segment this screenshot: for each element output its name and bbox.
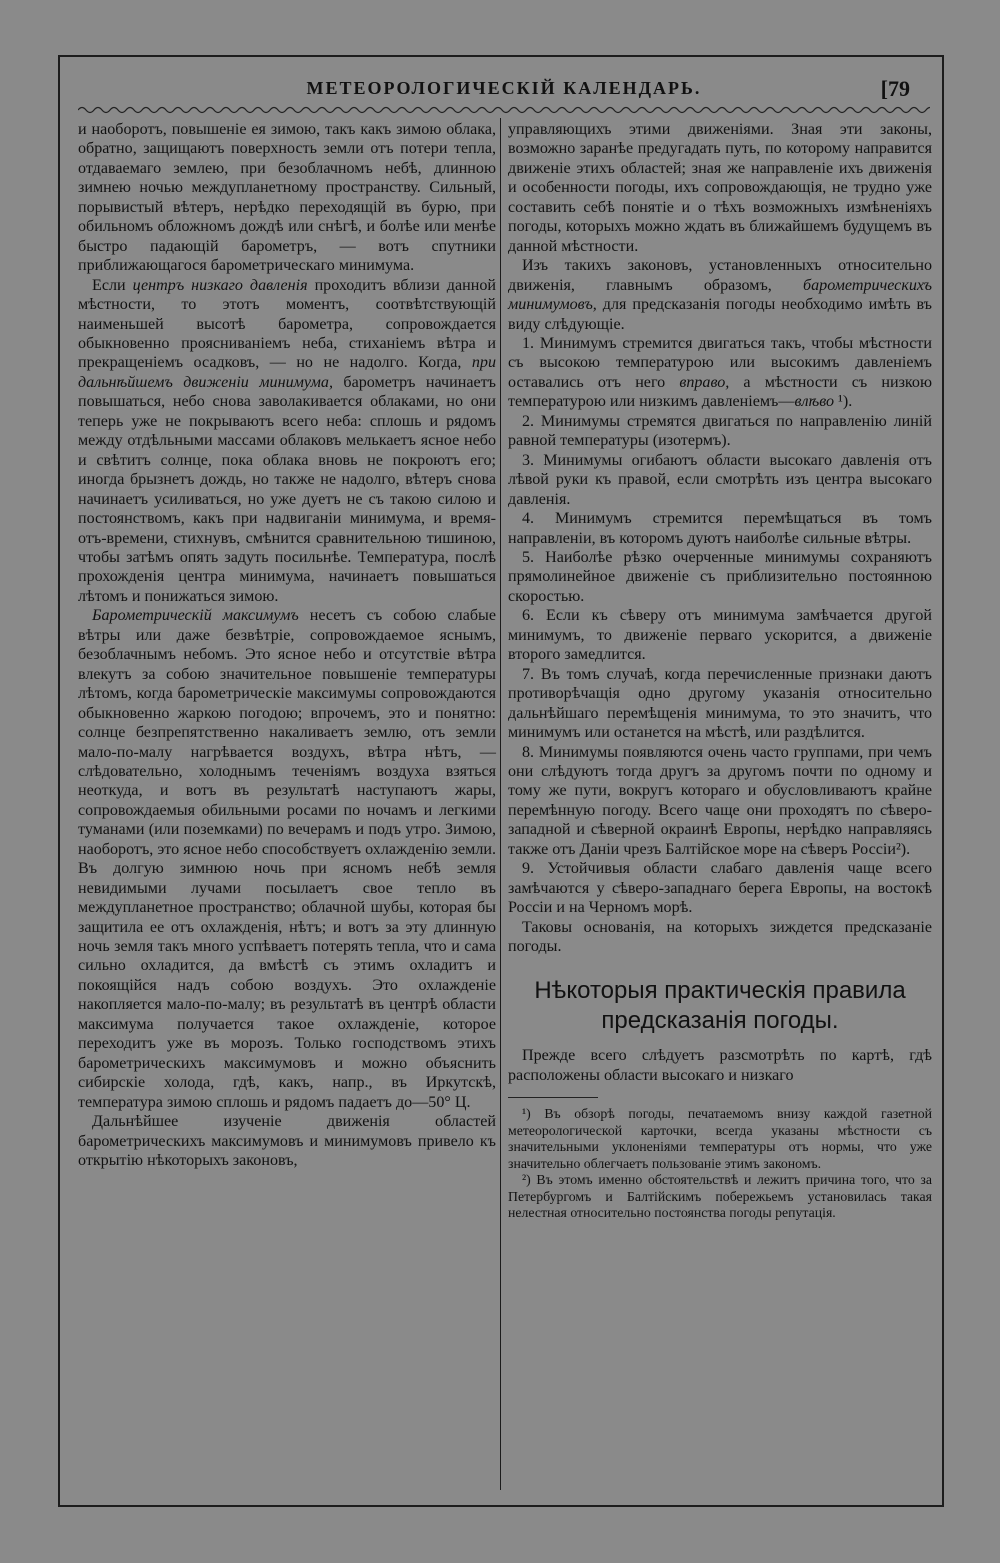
- running-title: МЕТЕОРОЛОГИЧЕСКІЙ КАЛЕНДАРЬ.: [306, 78, 702, 98]
- emphasis: вправо,: [679, 373, 730, 391]
- left-column: [78, 120, 496, 1170]
- paragraph: Дальнѣйшее изученіе движенія областей барометрическихъ максимумовъ и минимумовъ привело къ открытію нѣкоторыхъ законовъ,: [78, 1113, 496, 1170]
- rule-item-6: 6. Если къ сѣверу отъ минимума замѣчается другой минимумъ, то движеніе перваго ускорится, а движеніе второго замедлится.: [508, 607, 932, 664]
- footnote-1: ¹) Въ обзорѣ погоды, печатаемомъ внизу каждой газетной метеорологической карточки, всегда указаны мѣстности съ значительными уклоненіями температуры отъ нормы, что уже значительно облегчаетъ пользованіе этимъ закономъ.: [508, 1106, 932, 1171]
- emphasis: влѣво: [794, 393, 835, 411]
- rule-item-5: 5. Наиболѣе рѣзко очерченные минимумы сохраняютъ прямолинейное движеніе съ приблизительно постоянною скоростью.: [508, 548, 932, 605]
- rule-item-1: 1. Минимумъ стремится двигаться такъ, чтобы мѣстности съ высокою температурою или высокимъ давленіемъ оставались отъ него вправо, а мѣстности съ низкою температурою или низкимъ давленіемъ—влѣво ¹).: [508, 334, 933, 411]
- emphasis: при дальнѣйшемъ движеніи минимума,: [78, 354, 496, 391]
- paragraph: Изъ такихъ законовъ, установленныхъ относительно движенія, главнымъ образомъ, барометрическихъ минимумовъ, для предсказанія погоды необходимо имѣть въ виду слѣдующіе.: [508, 257, 932, 333]
- paragraph: управляющихъ этими движеніями. Зная эти законы, возможно заранѣе предугадать путь, по которому направится движеніе этихъ областей; зная же направленіе ихъ движенія и особенности погоды, ихъ сопровождающія, не трудно уже составить себѣ понятіе и о тѣхъ возможныхъ измѣненіяхъ погоды, которыхъ можно ждать въ ближайшемъ будущемъ въ данной мѣстности.: [508, 121, 932, 255]
- rule-item-3: 3. Минимумы огибаютъ области высокаго давленія отъ лѣвой руки къ правой, если смотрѣть изъ центра высокаго давленія.: [508, 451, 932, 508]
- paragraph: Таковы основанія, на которыхъ зиждется предсказаніе погоды.: [508, 918, 932, 956]
- footnote-divider: [508, 1097, 598, 1098]
- rule-item-8: 8. Минимумы появляются очень часто группами, при чемъ они слѣдуютъ тогда другъ за другомъ почти по одному и тому же пути, вокругъ котораго и обусловливаютъ крайне перемѣнную погоду. Всего чаще они проходятъ по сѣверо-западной и сѣверной окраинѣ Европы, нерѣдко направляясь также отъ Даніи чрезъ Балтійское море на сѣверъ Россіи²).: [508, 743, 932, 858]
- column-divider: [500, 118, 501, 1490]
- rule-item-4: 4. Минимумъ стремится перемѣщаться въ томъ направленіи, въ которомъ дуютъ наиболѣе сильные вѣтры.: [508, 510, 932, 547]
- section-title: Нѣкоторыя практическія правила предсказанія погоды.: [534, 977, 906, 1035]
- page-number: [79: [880, 76, 910, 101]
- paragraph: Барометрическій максимумъ несетъ съ собою слабые вѣтры или даже безвѣтріе, сопровождаемое яснымъ, безоблачнымъ небомъ. Это ясное небо и отсутствіе вѣтра влекутъ за собою значительное повышеніе температуры лѣтомъ, когда барометрическіе максимумы сопровождаются обыкновенно жаркою погодою; впрочемъ, это и понятно: солнце безпрепятственно накаливаетъ землю, отъ земли мало-по-малу нагрѣвается воздухъ, вѣтра нѣтъ, — слѣдовательно, холоднымъ теченіямъ воздуха взяться неоткуда, и вотъ въ результатѣ наступаютъ жары, сопровождаемыя обильными росами по ночамъ и легкими туманами (или поземками) по вечерамъ и подъ утро. Зимою, наоборотъ, это ясное небо способствуетъ охлажденію земли. Въ долгую зимнюю ночь при ясномъ небѣ земля невидимыми лучами посылаетъ свое тепло въ междупланетное пространство; облачной шубы, которая бы защитила ее отъ охлажденія, нѣтъ; и вотъ за эту длинную ночь земля такъ много успѣваетъ потерять тепла, что и сама сильно охладится, да вмѣстѣ съ этимъ охладитъ и покоящійся надъ собою воздухъ. Это охлажденіе накопляется мало-по-малу; въ результатѣ въ центрѣ области максимума получается такое охлажденіе, которое переходитъ уже въ морозъ. Только господствомъ этихъ барометрическихъ максимумовъ и можно объяснить сибирскіе холода, гдѣ, какъ, напр., въ Иркутскѣ, температура зимою сплошь и рядомъ падаетъ до—50° Ц.: [78, 607, 496, 1111]
- footnote-2: ²) Въ этомъ именно обстоятельствѣ и лежитъ причина того, что за Петербургомъ и Балтійскимъ побережьемъ установилась такая нелестная относительно постоянства погоды репутація.: [508, 1172, 932, 1221]
- rule-item-9: 9. Устойчивыя области слабаго давленія чаще всего замѣчаются у сѣверо-западнаго берега Европы, на востокѣ Россіи и на Черномъ морѣ.: [508, 860, 932, 917]
- paragraph: Прежде всего слѣдуетъ разсмотрѣть по картѣ, гдѣ расположены области высокаго и низкаго: [508, 1047, 932, 1084]
- rule-item-2: 2. Минимумы стремятся двигаться по направленію линій равной температуры (изотермъ).: [508, 412, 932, 450]
- emphasis: Барометрическій максимумъ: [92, 607, 299, 625]
- rule-item-7: 7. Въ томъ случаѣ, когда перечисленные признаки даютъ противорѣчащія одно другому указанія относительно дальнѣйшаго перемѣщенія минимума, то это значитъ, что минимумъ или останется на мѣстѣ, или раздѣлится.: [508, 665, 932, 742]
- emphasis: барометрическихъ минимумовъ,: [508, 276, 932, 314]
- wavy-header-rule: [78, 104, 930, 116]
- emphasis: центръ низкаго давленія: [132, 276, 308, 294]
- paragraph: и наоборотъ, повышеніе ея зимою, такъ какъ зимою облака, обратно, защищаютъ поверхность земли отъ потери тепла, отдаваемаго землею, при безоблачномъ небѣ, длинною зимнею ночью междупланетному пространству. Сильный, порывистый вѣтеръ, нерѣдко переходящій въ бурю, при обильномъ обложномъ дождѣ или снѣгѣ, и болѣе или менѣе быстро падающій барометръ, — вотъ спутники приближающагося барометрическаго минимума.: [78, 121, 496, 275]
- paragraph: Если центръ низкаго давленія проходитъ вблизи данной мѣстности, то этотъ моментъ, соотвѣтствующій наименьшей высотѣ барометра, сопровождается обыкновенно проясниваніемъ неба, стиханіемъ вѣтра и прекращеніемъ осадковъ, — но не надолго. Когда, при дальнѣйшемъ движеніи минимума, барометръ начинаетъ повышаться, небо снова заволакивается облаками, но они теперь уже не покрываютъ всего неба: сплошь и рядомъ между отдѣльными массами облаковъ мелькаетъ ясное небо и свѣтитъ солнце, пока облака вновь не покроютъ его; иногда брызнетъ дождь, но также не надолго, вѣтеръ снова начинаетъ усиливаться, но уже дуетъ не съ такою силою и постоянствомъ, какъ при надвиганіи минимума, и время-отъ-времени, стихнувъ, смѣнится сравнительною тишиною, чтобы затѣмъ опять задуть посильнѣе. Температура, послѣ прохожденія центра минимума, начинаетъ повышаться лѣтомъ и понижаться зимою.: [78, 276, 496, 605]
- footnotes: [508, 1106, 932, 1222]
- right-column: [508, 120, 932, 1222]
